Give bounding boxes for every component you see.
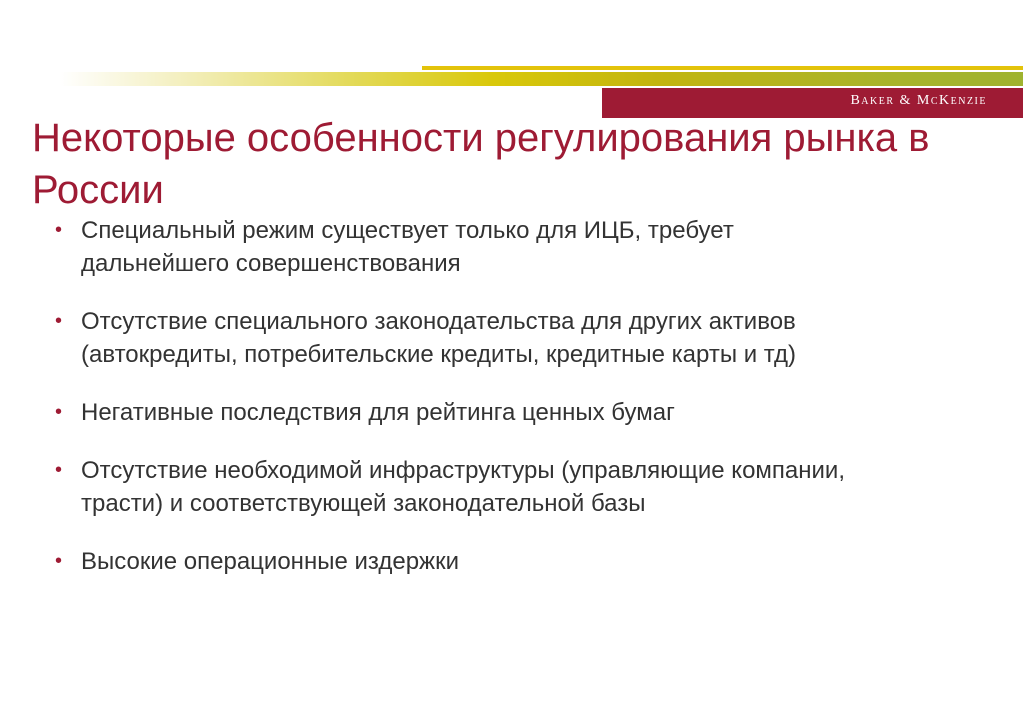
bullet-icon: • [55,401,63,423]
bullet-item [55,396,875,429]
bullet-list [55,214,875,603]
bullet-text: Специальный режим существует только для ИЦБ, требует дальнейшего совершенствования [81,217,734,277]
bullet-icon: • [55,310,63,332]
bullet-text: Высокие операционные издержки [81,548,459,575]
bullet-icon: • [55,219,63,241]
slide-title: Некоторые особенности регулирования рынка в России [32,116,930,212]
bullet-item [55,454,875,520]
bullet-text: Отсутствие необходимой инфраструктуры (управляющие компании, трасти) и соответствующей законодательной базы [81,457,846,517]
accent-line-gold [422,66,1023,70]
bullet-icon: • [55,459,63,481]
bullet-item [55,214,875,280]
bullet-text: Отсутствие специального законодательства для других активов (автокредиты, потребительские кредиты, кредитные карты и тд) [81,308,796,368]
bullet-item [55,305,875,371]
bullet-icon: • [55,550,63,572]
bullet-text: Негативные последствия для рейтинга ценных бумаг [81,399,675,426]
company-logo: Baker & McKenzie [850,93,987,108]
accent-gradient-bar [60,72,1023,86]
bullet-item [55,545,875,578]
